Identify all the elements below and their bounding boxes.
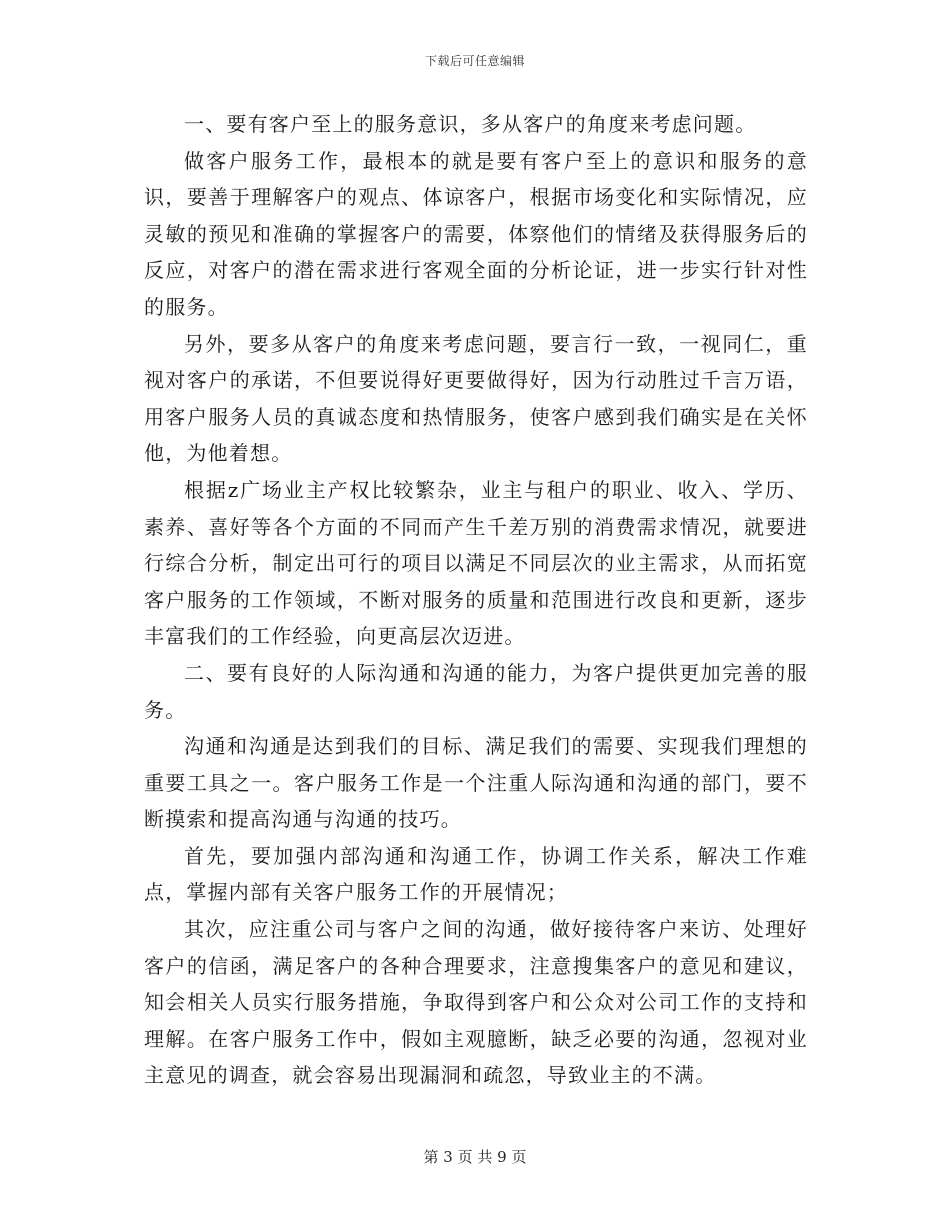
page-number: 第 3 页 共 9 页	[423, 1148, 527, 1166]
paragraph: 其次，应注重公司与客户之间的沟通，做好接待客户来访、处理好客户的信函，满足客户的各种合理要求，注意搜集客户的意见和建议，知会相关人员实行服务措施，争取得到客户和公众对公司工作的支持和理解。在客户服务工作中，假如主观臆断，缺乏必要的沟通，忽视对业主意见的调查，就会容易出现漏洞和疏忽，导致业主的不满。	[144, 917, 808, 1088]
paragraph: 另外，要多从客户的角度来考虑问题，要言行一致，一视同仁，重视对客户的承诺，不但要说得好更要做得好，因为行动胜过千言万语，用客户服务人员的真诚态度和热情服务，使客户感到我们确实是在关怀他，为他着想。	[144, 331, 808, 466]
paragraph: 首先，要加强内部沟通和沟通工作，协调工作关系，解决工作难点，掌握内部有关客户服务工作的开展情况；	[144, 843, 808, 905]
paragraph: 做客户服务工作，最根本的就是要有客户至上的意识和服务的意识，要善于理解客户的观点、体谅客户，根据市场变化和实际情况，应灵敏的预见和准确的掌握客户的需要，体察他们的情绪及获得服务后的反应，对客户的潜在需求进行客观全面的分析论证，进一步实行针对性的服务。	[144, 148, 808, 319]
paragraph: 根据z广场业主产权比较繁杂，业主与租户的职业、收入、学历、素养、喜好等各个方面的不同而产生千差万别的消费需求情况，就要进行综合分析，制定出可行的项目以满足不同层次的业主需求，从而拓宽客户服务的工作领域，不断对服务的质量和范围进行改良和更新，逐步丰富我们的工作经验，向更高层次迈进。	[144, 477, 808, 649]
page-header-note: 下载后可任意编辑	[424, 54, 525, 68]
paragraph-heading-2: 二、要有良好的人际沟通和沟通的能力，为客户提供更加完善的服务。	[144, 660, 808, 722]
document-body	[144, 106, 808, 1094]
paragraph: 沟通和沟通是达到我们的目标、满足我们的需要、实现我们理想的重要工具之一。客户服务工作是一个注重人际沟通和沟通的部门，要不断摸索和提高沟通与沟通的技巧。	[144, 734, 808, 832]
paragraph-heading-1: 一、要有客户至上的服务意识，多从客户的角度来考虑问题。	[184, 112, 757, 136]
